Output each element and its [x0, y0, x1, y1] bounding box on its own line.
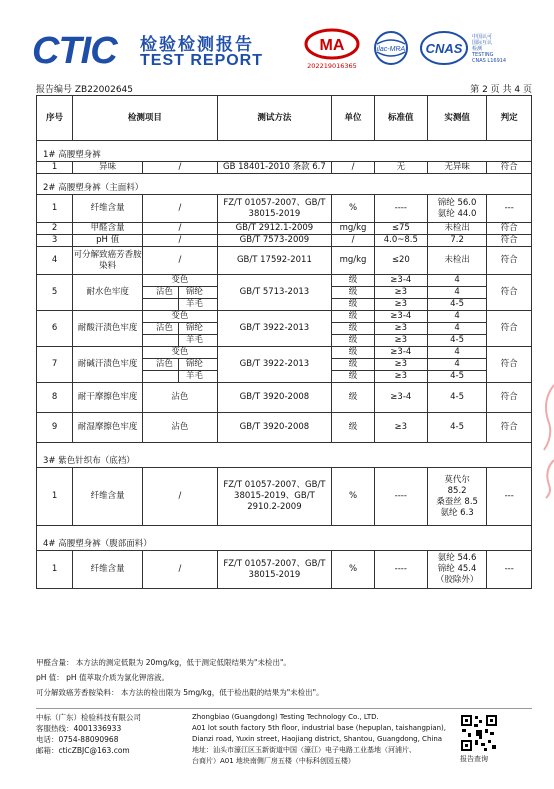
report-number: 报告编号 ZB22002645 — [36, 85, 134, 95]
header-judgement: 判定 — [487, 96, 532, 141]
table-row: 9 耐湿摩擦色牢度 沾色 GB/T 3920-2008 级 ≥3 4-5 符合 — [37, 413, 532, 443]
cma-mark-icon — [303, 28, 361, 72]
footer-address: Zhongbiao (Guangdong) Testing Technology Co., LTD. A01 lot south factory 5th floor, industrial base (hepuplan, taishangpian), Dianzi road, Yuxin street, Haojiang district, Shantou, Guangdong, China 地址：汕头市濠江区玉新街道中国（濠江）电子电路工业基地（河浦片、 台商片）A01 地块南侧厂房五楼（中标科创园五楼） — [192, 713, 446, 765]
company-logo: CTIC — [32, 30, 117, 72]
table-row: 1 纤维含量 / FZ/T 01057-2007、GB/T 38015-2019 % ---- 氨纶 54.6 锦纶 45.4 （胶除外） --- — [37, 551, 532, 589]
qr-code-icon[interactable] — [460, 714, 498, 752]
page-number: 第 2 页 共 4 页 — [470, 85, 532, 95]
table-row: 1 纤维含量 / FZ/T 01057-2007、GB/T 38015-2019、GB/T 2910.2-2009 % ---- 莫代尔 85.2 桑蚕丝 8.5 氨纶 6.3 --- — [37, 468, 532, 526]
report-title-cn: 检验检测报告 — [140, 35, 254, 55]
section-title: 2# 高腰塑身裤（主面料） — [37, 182, 532, 195]
ma-code: 202219016365 — [307, 62, 357, 70]
svg-text:MA: MA — [319, 37, 345, 54]
header-standard: 标准值 — [374, 96, 427, 141]
table-header-row — [37, 96, 532, 141]
test-results-table: 序号 检测项目 测试方法 单位 标准值 实测值 判定 1# 高腰塑身裤 1 异味 / GB 18401-2010 条款 6.7 / 无 无异味 符合 2# 高腰塑身裤（主面料） 1 纤维含量 / FZ/T 01057-2007、GB/T 38015-2019 % ---- 锦纶 56.0 氨纶 44.0 --- 2 甲醛含量 / GB/T 2912.1-2009 mg/kg ≤75 未检出 符合 3 pH 值 / GB/T 7573-2009 / 4.0~8.5 7.2 符合 4 可分解致癌芳香胺染料 / GB/T 17592-2011 mg/kg ≤20 未检出 符合 5 耐水色牢度 变色 GB/T 5713-2013 级 ≥3-4 4 符合 沾色 锦纶 级 ≥3 4 羊毛 级 ≥3 4-5 6 耐酸汗渍色牢度 变色 GB/T 3922-2013 级 ≥3-4 4 符合 沾色 锦纶 级 ≥3 4 羊毛 级 ≥3 4-5 7 耐碱汗渍色牢度 变色 GB/T 3922-2013 级 ≥3-4 4 符合 沾色 锦纶 级 ≥3 4 羊毛 级 ≥3 4-5 8 耐干摩擦色牢度 沾色 GB/T 3920-2008 级 ≥3-4 4-5 符合 9 耐湿摩擦色牢度 沾色 GB/T 3920-2008 级 ≥3 4-5 符合 3# 紫色针织布（底裆） 1 纤维含量 / FZ/T 01057-2007、GB/T 38015-2019、GB/T 2910.2-2009 % ---- 莫代尔 85.2 桑蚕丝 8.5 氨纶 6.3 --- 4# 高腰塑身裤（腹部面料） 1 纤维含量 / FZ/T 01057-2007、GB/T 38015-2019 % ---- 氨纶 54.6 锦纶 45.4 （胶除外） --- — [36, 95, 532, 589]
qr-label: 报告查询 — [460, 755, 488, 763]
note-formaldehyde: 甲醛含量： 本方法的测定低限为 20mg/kg，低于测定低限结果为"未检出"。 — [36, 658, 291, 667]
report-title-en: TEST REPORT — [140, 52, 264, 69]
table-row: 4 可分解致癌芳香胺染料 / GB/T 17592-2011 mg/kg ≤20 未检出 符合 — [37, 247, 532, 275]
header-method: 测试方法 — [217, 96, 332, 141]
seal-stamp-icon — [540, 380, 554, 500]
cnas-accreditation-text: 中国认可 国际互认 检测 TESTING CNAS L16914 — [472, 34, 507, 64]
header-unit: 单位 — [332, 96, 374, 141]
section-row — [37, 182, 532, 195]
cnas-label: CNAS — [425, 41, 463, 56]
ilac-mark-icon — [365, 28, 417, 72]
table-row: 6 耐酸汗渍色牢度 变色 GB/T 3922-2013 级 ≥3-4 4 符合 — [37, 311, 532, 323]
section-row — [37, 538, 532, 551]
cnas-mark-icon — [418, 28, 470, 72]
footer-divider — [36, 708, 532, 709]
section-title: 4# 高腰塑身裤（腹部面料） — [37, 538, 532, 551]
header-no: 序号 — [37, 96, 73, 141]
footer-contact: 中标（广东）检验科技有限公司 客服热线：4001336933 电话：0754-88090968 邮箱：cticZBJC@163.com — [36, 713, 141, 755]
section-row — [37, 455, 532, 468]
header-item: 检测项目 — [73, 96, 217, 141]
table-row: 5 耐水色牢度 变色 GB/T 5713-2013 级 ≥3-4 4 符合 — [37, 275, 532, 287]
section-title: 3# 紫色针织布（底裆） — [37, 455, 532, 468]
table-row: 1 纤维含量 / FZ/T 01057-2007、GB/T 38015-2019 % ---- 锦纶 56.0 氨纶 44.0 --- — [37, 195, 532, 223]
table-row: 7 耐碱汗渍色牢度 变色 GB/T 3922-2013 级 ≥3-4 4 符合 — [37, 347, 532, 359]
remarks — [36, 655, 532, 700]
note-azo: 可分解致癌芳香胺染料： 本方法的检出限为 5mg/kg，低于检出限的结果为"未检出"。 — [36, 688, 324, 697]
header-result: 实测值 — [427, 96, 486, 141]
section-title: 1# 高腰塑身裤 — [37, 149, 532, 162]
note-ph: pH 值： pH 值萃取介质为氯化钾溶液。 — [36, 673, 169, 682]
section-row — [37, 149, 532, 162]
table-row: 3 pH 值 / GB/T 7573-2009 / 4.0~8.5 7.2 符合 — [37, 235, 532, 247]
table-row: 8 耐干摩擦色牢度 沾色 GB/T 3920-2008 级 ≥3-4 4-5 符合 — [37, 383, 532, 413]
table-row: 2 甲醛含量 / GB/T 2912.1-2009 mg/kg ≤75 未检出 符合 — [37, 223, 532, 235]
ilac-label: ilac-MRA — [376, 46, 406, 53]
table-row: 1 异味 / GB 18401-2010 条款 6.7 / 无 无异味 符合 — [37, 162, 532, 174]
